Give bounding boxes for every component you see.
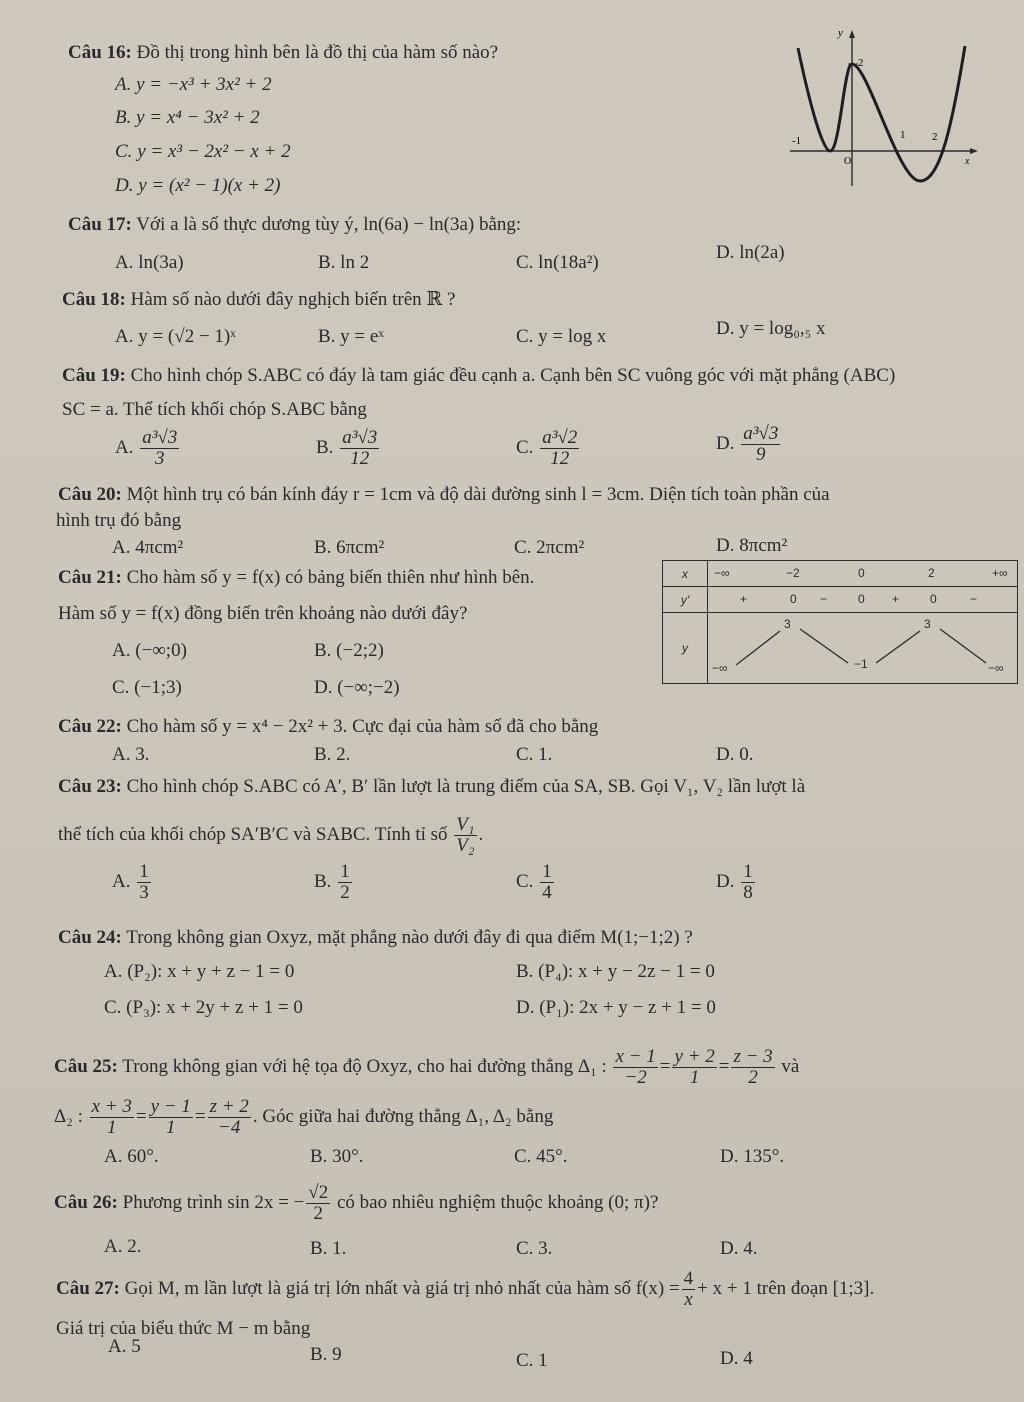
option-b: B. 2. [314,744,351,765]
variation-arrows [708,613,1018,683]
row-label-x: x [663,561,708,587]
option-c: C. 1 [516,1350,548,1371]
option-a: A. (P₂): x + y + z − 1 = 0 [104,961,295,982]
axis-label-y: y [838,27,843,39]
option-c: C. 1. [516,744,553,765]
tick-label-xm1: -1 [792,135,802,147]
option-a: A. y = (√2 − 1)ˣ [115,326,236,347]
option-c: C. (−1;3) [112,677,182,698]
question-label: Câu 27: [56,1278,120,1299]
option-c: C. y = log x [516,326,607,347]
option-b: B. (P₄): x + y − 2z − 1 = 0 [516,961,715,982]
option-d: D. ln(2a) [716,242,785,263]
question-text: Cho hàm số y = x⁴ − 2x² + 3. Cực đại của hàm số đã cho bằng [126,716,599,737]
question-text: Phương trình sin 2x = − [122,1192,305,1213]
derivative-signs-row: + 0 − 0 + 0 − [708,587,1018,613]
axis-label-x: x [965,156,970,167]
question-label: Câu 21: [58,567,122,588]
question-label: Câu 16: [68,42,132,63]
option-c: C. (P₃): x + 2y + z + 1 = 0 [104,997,303,1018]
option-d: D. y = (x² − 1)(x + 2) [115,175,281,196]
question-20-line2: hình trụ đó bằng [56,510,182,531]
question-text: Với a là số thực dương tùy ý, ln(6a) − ln(3a) bằng: [136,214,522,235]
question-text: Cho hình chóp S.ABC có đáy là tam giác đều cạnh a. Cạnh bên SC vuông góc với mặt phẳng (ABC) [130,365,896,386]
question-27-line2: Giá trị của biểu thức M − m bằng [56,1318,311,1339]
question-21-line2: Hàm số y = f(x) đồng biến trên khoảng nào dưới đây? [58,603,468,624]
question-text: Trong không gian Oxyz, mặt phẳng nào dưới đây đi qua điểm M(1;−1;2) ? [126,927,693,948]
x-values-row: −∞ −2 0 2 +∞ [708,561,1018,587]
option-d: D. 135°. [720,1146,785,1167]
question-text: Gọi M, m lần lượt là giá trị lớn nhất và giá trị nhỏ nhất của hàm số f(x) = [124,1278,680,1299]
option-d: D. 4. [720,1238,758,1259]
function-values-row: −∞ 3 −1 3 −∞ [708,613,1018,684]
option-a: A. 3. [112,744,150,765]
question-21 [58,567,534,589]
question-label: Câu 26: [54,1192,118,1213]
tick-label-x1: 1 [900,129,906,141]
option-c: C. $\frac{\text{a³√2}}{12}$ [516,427,578,469]
row-label-yprime: y' [663,587,708,613]
option-c: C. $\frac{1}{4}$ [516,861,552,903]
question-19 [62,365,895,387]
question-20 [58,484,830,506]
question-25-line2: Δ₂ : $\frac{x + 3}{1}$ = $\frac{y - 1}{1}$ = $\frac{z + 2}{-4}$ . Góc giữa hai đường thẳng Δ₁, Δ₂ bằng [54,1096,554,1139]
question-text: Hàm số nào dưới đây nghịch biến trên ℝ ? [130,289,456,310]
question-label: Câu 23: [58,776,122,797]
option-b: B. (−2;2) [314,640,384,661]
option-d: D. (−∞;−2) [314,677,400,698]
question-label: Câu 18: [62,289,126,310]
option-c: C. y = x³ − 2x² − x + 2 [115,141,291,162]
question-23-line2: thể tích của khối chóp SA′B′C và SABC. Tính tỉ số $\frac{\text{V₁}}{\text{V₂}}$ . [58,814,484,856]
tick-label-y2: 2 [858,57,864,69]
option-d: D. (P₁): 2x + y − z + 1 = 0 [516,997,716,1018]
option-a: A. 2. [104,1236,142,1257]
question-16 [68,42,498,64]
variation-table [662,560,1018,684]
option-a: A. 4πcm² [112,537,184,558]
option-d: D. $\frac{1}{8}$ [716,861,753,903]
option-d: D. 0. [716,744,754,765]
question-text: Đồ thị trong hình bên là đồ thị của hàm số nào? [136,42,499,63]
question-text: Trong không gian với hệ tọa độ Oxyz, cho hai đường thẳng Δ₁ : [122,1056,607,1077]
question-text: Cho hình chóp S.ABC có A′, B′ lần lượt là trung điểm của SA, SB. Gọi V₁, V₂ lần lượt là [126,776,806,797]
option-a: A. 5 [108,1336,141,1357]
option-a: A. $\frac{1}{3}$ [112,861,149,903]
function-graph [780,26,980,196]
question-label: Câu 22: [58,716,122,737]
question-label: Câu 17: [68,214,132,235]
option-b: B. 9 [310,1344,342,1365]
option-b: B. 1. [310,1238,347,1259]
question-label: Câu 25: [54,1056,118,1077]
option-a: A. (−∞;0) [112,640,187,661]
question-text: Cho hàm số y = f(x) có bảng biến thiên như hình bên. [126,567,535,588]
option-a: A. 60°. [104,1146,159,1167]
row-label-y: y [663,613,708,684]
question-17 [68,214,521,236]
option-a: A. ln(3a) [115,252,184,273]
origin-label: O [844,156,852,167]
option-b: B. 6πcm² [314,537,385,558]
question-26: Câu 26: Phương trình sin 2x = − $\frac{√2}{2}$ có bao nhiêu nghiệm thuộc khoảng (0; π)? [54,1182,659,1225]
question-label: Câu 24: [58,927,122,948]
option-a: A. y = −x³ + 3x² + 2 [115,74,272,95]
question-27: Câu 27: Gọi M, m lần lượt là giá trị lớn nhất và giá trị nhỏ nhất của hàm số f(x) = $\frac{4}{x}$ + x + 1 trên đoạn [1;3]. [56,1268,875,1311]
question-24 [58,927,693,949]
option-c: C. 3. [516,1238,553,1259]
option-d: D. $\frac{\text{a³√3}}{9}$ [716,423,779,465]
question-22 [58,716,598,738]
option-b: B. ln 2 [318,252,370,273]
question-label: Câu 20: [58,484,122,505]
tick-label-x2: 2 [932,131,938,143]
option-b: B. y = x⁴ − 3x² + 2 [115,107,260,128]
question-25: Câu 25: Trong không gian với hệ tọa độ Oxyz, cho hai đường thẳng Δ₁ : $\frac{x - 1}{-2}$ = $\frac{y + 2}{1}$ = $\frac{z - 3}{2}$ và [54,1046,800,1089]
option-b: B. $\frac{1}{2}$ [314,861,350,903]
question-label: Câu 19: [62,365,126,386]
option-c: C. 2πcm² [514,537,585,558]
option-c: C. 45°. [514,1146,568,1167]
option-a: A. $\frac{\text{a³√3}}{3}$ [115,427,178,469]
option-d: D. y = log₀,₅ x [716,318,826,339]
question-23 [58,776,805,798]
option-b: B. 30°. [310,1146,364,1167]
option-c: C. ln(18a²) [516,252,599,273]
question-text: Một hình trụ có bán kính đáy r = 1cm và độ dài đường sinh l = 3cm. Diện tích toàn phần của [126,484,830,505]
option-b: B. y = eˣ [318,326,384,347]
option-d: D. 4 [720,1348,753,1369]
option-d: D. 8πcm² [716,535,788,556]
question-19-line2: SC = a. Thể tích khối chóp S.ABC bằng [62,399,367,420]
option-b: B. $\frac{\text{a³√3}}{12}$ [316,427,378,469]
question-18 [62,289,455,311]
